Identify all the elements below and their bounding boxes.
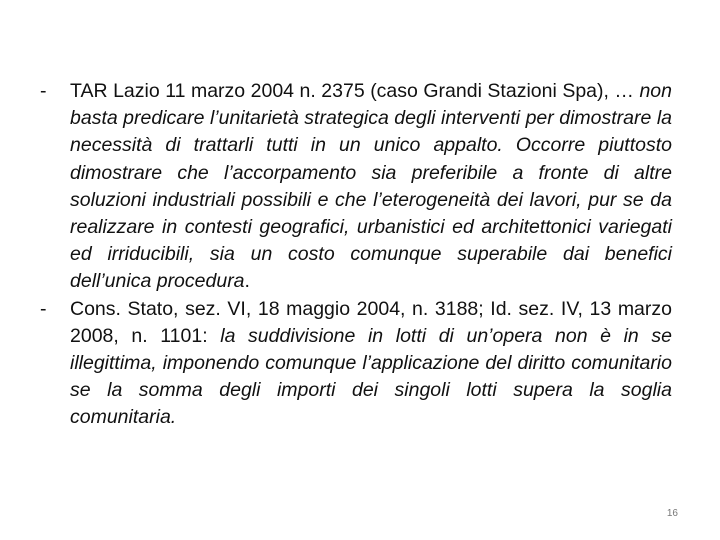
quoted-text: la suddivisione in lotti di un’opera non è in se illegittima, imponendo comunque l’applicazione del diritto comunitario se la somma degli importi dei singoli lotti supera la soglia comunitaria. (70, 324, 672, 429)
bullet-tar-lazio (40, 78, 672, 296)
bullet-text (70, 296, 672, 432)
bullet-marker: - (40, 297, 47, 320)
bullet-text (70, 78, 672, 296)
citation-text: TAR Lazio 11 marzo 2004 n. 2375 (caso Grandi Stazioni Spa), … (70, 80, 640, 102)
page-number: 16 (666, 508, 678, 519)
citation-text: Cons. Stato, sez. VI, 18 maggio 2004, n. 3188; Id. sez. IV, 13 marzo 2008, n. 1101: (70, 297, 672, 347)
bullet-list (40, 78, 672, 432)
quoted-text: non basta predicare l’unitarietà strategica degli interventi per dimostrare la necessità di trattarli tutti in un unico appalto. Occorre piuttosto dimostrare che l’accorpamento sia preferibile a fronte di altre soluzioni industriali possibili e che l’eterogeneità dei lavori, pur se da realizzare in contesti geografici, urbanistici ed architettonici variegati ed irriducibili, sia un costo comunque superabile dai benefici dell’unica procedura (70, 80, 672, 293)
bullet-marker: - (40, 80, 47, 102)
closing-punctuation: . (244, 270, 250, 293)
bullet-cons-stato (40, 296, 672, 432)
